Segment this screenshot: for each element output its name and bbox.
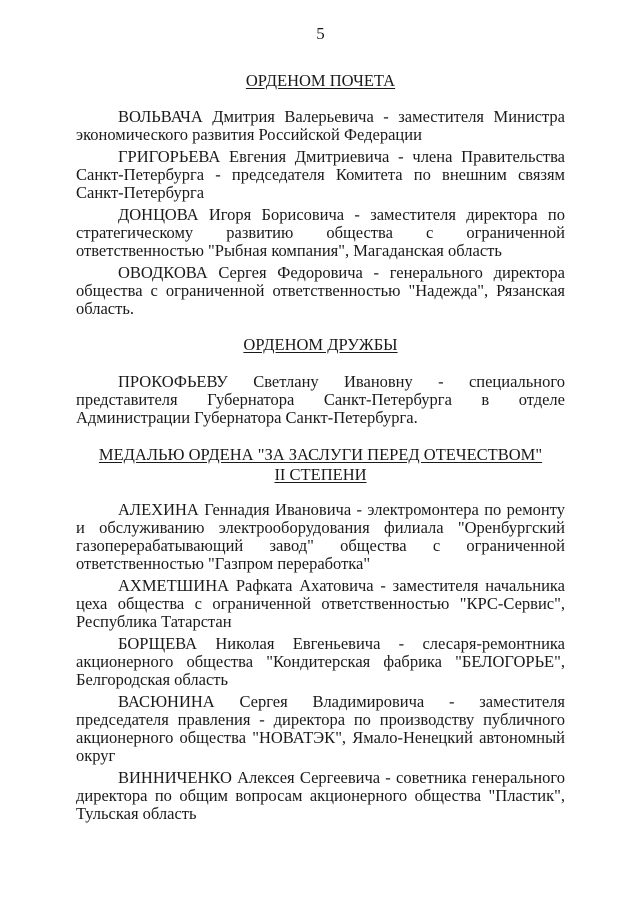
award-entry: ВОЛЬВАЧА Дмитрия Валерьевича - заместителя Министра экономического развития Российской Федерации	[76, 107, 565, 144]
section-heading-medal-line-1: МЕДАЛЬЮ ОРДЕНА "ЗА ЗАСЛУГИ ПЕРЕД ОТЕЧЕСТВОМ"	[98, 445, 543, 464]
award-list-order-of-friendship	[76, 373, 565, 427]
section-heading-medal-line-2: II СТЕПЕНИ	[274, 465, 367, 484]
page-number: 5	[316, 24, 325, 43]
award-list-medal	[76, 501, 565, 823]
award-entry: ДОНЦОВА Игоря Борисовича - заместителя директора по стратегическому развитию общества с ограниченной ответственностью "Рыбная компания", Магаданская область	[76, 205, 565, 260]
award-entry: ОВОДКОВА Сергея Федоровича - генерального директора общества с ограниченной ответственностью "Надежда", Рязанская область.	[76, 263, 565, 318]
award-entry: АЛЕХИНА Геннадия Ивановича - электромонтера по ремонту и обслуживанию электрооборудования филиала "Оренбургский газоперерабатывающий завод" общества с ограниченной ответственностью "Газпром переработка"	[76, 500, 565, 573]
section-heading-order-of-honour: ОРДЕНОМ ПОЧЕТА	[245, 71, 396, 90]
award-entry: ГРИГОРЬЕВА Евгения Дмитриевича - члена Правительства Санкт-Петербурга - председателя Комитета по внешним связям Санкт-Петербурга	[76, 147, 565, 202]
section-heading-order-of-friendship: ОРДЕНОМ ДРУЖБЫ	[243, 335, 398, 354]
award-entry: ВИННИЧЕНКО Алексея Сергеевича - советника генерального директора по общим вопросам акционерного общества "Пластик", Тульская область	[76, 768, 565, 823]
award-entry: АХМЕТШИНА Рафката Ахатовича - заместителя начальника цеха общества с ограниченной ответственностью "КРС-Сервис", Республика Татарстан	[76, 576, 565, 631]
award-entry: БОРЩЕВА Николая Евгеньевича - слесаря-ремонтника акционерного общества "Кондитерская фабрика "БЕЛОГОРЬЕ", Белгородская область	[76, 634, 565, 689]
award-list-order-of-honour	[76, 108, 565, 318]
award-entry: ПРОКОФЬЕВУ Светлану Ивановну - специального представителя Губернатора Санкт-Петербурга в отделе Администрации Губернатора Санкт-Петербурга.	[76, 372, 565, 427]
award-entry: ВАСЮНИНА Сергея Владимировича - заместителя председателя правления - директора по производству публичного акционерного общества "НОВАТЭК", Ямало-Ненецкий автономный округ	[76, 692, 565, 765]
